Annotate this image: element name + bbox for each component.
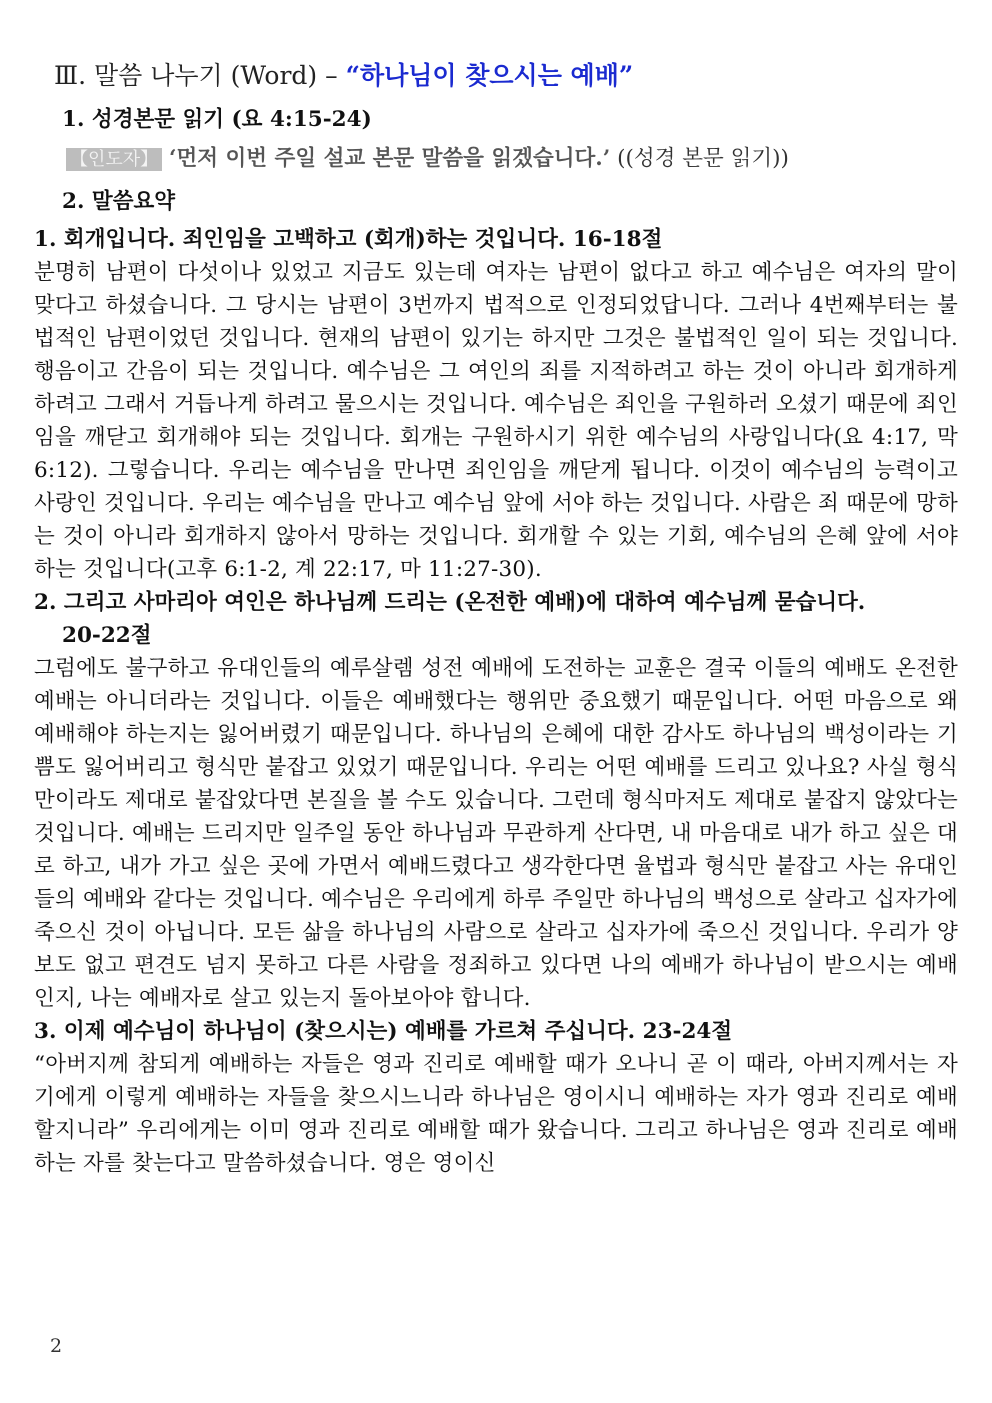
section-body: “아버지께 참되게 예배하는 자들은 영과 진리로 예배할 때가 오나니 곧 이 때라, 아버지께서는 자기에게 이렇게 예배하는 자들을 찾으시느니라 하나님은 영이시니 예배하는 자가 영과 진리로 예배할지니라” 우리에게는 이미 영과 진리로 예배할 때가 왔습니다. 그리고 하나님은 영과 진리로 예배하는 자를 찾는다고 말씀하셨습니다. 영은 영이신 xyxy=(34,1052,958,1176)
leader-intro xyxy=(66,141,958,172)
section-body: 그럼에도 불구하고 유대인들의 예루살렘 성전 예배에 도전하는 교훈은 결국 이들의 예배도 온전한 예배는 아니더라는 것입니다. 이들은 예배했다는 행위만 중요했기 때문입니다. 어떤 마음으로 왜 예배해야 하는지는 잃어버렸기 때문입니다. 하나님의 은혜에 대한 감사도 하나님의 백성이라는 기쁨도 잃어버리고 형식만 붙잡고 있었기 때문입니다. 우리는 어떤 예배를 드리고 있나요? 사실 형식만이라도 제대로 붙잡았다면 본질을 볼 수도 있습니다. 그런데 형식마저도 제대로 붙잡지 않았다는 것입니다. 예배는 드리지만 일주일 동안 하나님과 무관하게 산다면, 내 마음대로 내가 하고 싶은 대로 하고, 내가 가고 싶은 곳에 가면서 예배드렸다고 생각한다면 율법과 형식만 붙잡고 사는 유대인들의 예배와 같다는 것입니다. 예수님은 우리에게 하루 주일만 하나님의 백성으로 살라고 십자가에 죽으신 것이 아닙니다. 모든 삶을 하나님의 사람으로 살라고 십자가에 죽으신 것입니다. 우리가 양보도 없고 편견도 넘지 못하고 다른 사람을 정죄하고 있다면 나의 예배가 하나님이 받으시는 예배인지, 나는 예배자로 살고 있는지 돌아보아야 합니다. xyxy=(34,656,958,1011)
page-number: 2 xyxy=(50,1335,63,1357)
summary-section-2 xyxy=(34,586,958,1015)
title-quote: “하나님이 찾으시는 예배” xyxy=(345,61,634,90)
summary-section-3 xyxy=(34,1015,958,1180)
summary-section-1 xyxy=(34,223,958,586)
section-heading: 2. 그리고 사마리아 여인은 하나님께 드리는 (온전한 예배)에 대하여 예수님께 묻습니다. xyxy=(34,590,866,615)
section-body: 분명히 남편이 다섯이나 있었고 지금도 있는데 여자는 남편이 없다고 하고 예수님은 여자의 말이 맞다고 하셨습니다. 그 당시는 남편이 3번까지 법적으로 인정되었답니다. 그러나 4번째부터는 불법적인 남편이었던 것입니다. 현재의 남편이 있기는 하지만 그것은 불법적인 일이 되는 것입니다. 행음이고 간음이 되는 것입니다. 예수님은 그 여인의 죄를 지적하려고 하는 것이 아니라 회개하게 하려고 그래서 거듭나게 하려고 물으시는 것입니다. 예수님은 죄인을 구원하러 오셨기 때문에 죄인임을 깨닫고 회개해야 되는 것입니다. 회개는 구원하시기 위한 예수님의 사랑입니다(요 4:17, 막 6:12). 그렇습니다. 우리는 예수님을 만나면 죄인임을 깨닫게 됩니다. 이것이 예수님의 능력이고 사랑인 것입니다. 우리는 예수님을 만나고 예수님 앞에 서야 하는 것입니다. 사람은 죄 때문에 망하는 것이 아니라 회개하지 않아서 망하는 것입니다. 회개할 수 있는 기회, 예수님의 은혜 앞에 서야 하는 것입니다(고후 6:1-2, 계 22:17, 마 11:27-30). xyxy=(34,260,958,582)
section-title xyxy=(54,56,958,92)
leader-quote: ‘먼저 이번 주일 설교 본문 말씀을 읽겠습니다.’ xyxy=(169,146,611,171)
summary-heading: 2. 말씀요약 xyxy=(62,189,176,214)
reading-note: ((성경 본문 읽기)) xyxy=(610,146,789,171)
document-page xyxy=(34,56,958,1180)
title-prefix: Ⅲ. 말씀 나누기 (Word) – xyxy=(54,61,346,90)
reading-heading: 1. 성경본문 읽기 (요 4:15-24) xyxy=(62,107,372,132)
section-heading: 3. 이제 예수님이 하나님이 (찾으시는) 예배를 가르쳐 주십니다. 23-24절 xyxy=(34,1019,733,1044)
section-heading-verses: 20-22절 xyxy=(62,623,152,648)
leader-tag: 【인도자】 xyxy=(66,148,162,171)
section-heading: 1. 회개입니다. 죄인임을 고백하고 (회개)하는 것입니다. 16-18절 xyxy=(34,227,663,252)
